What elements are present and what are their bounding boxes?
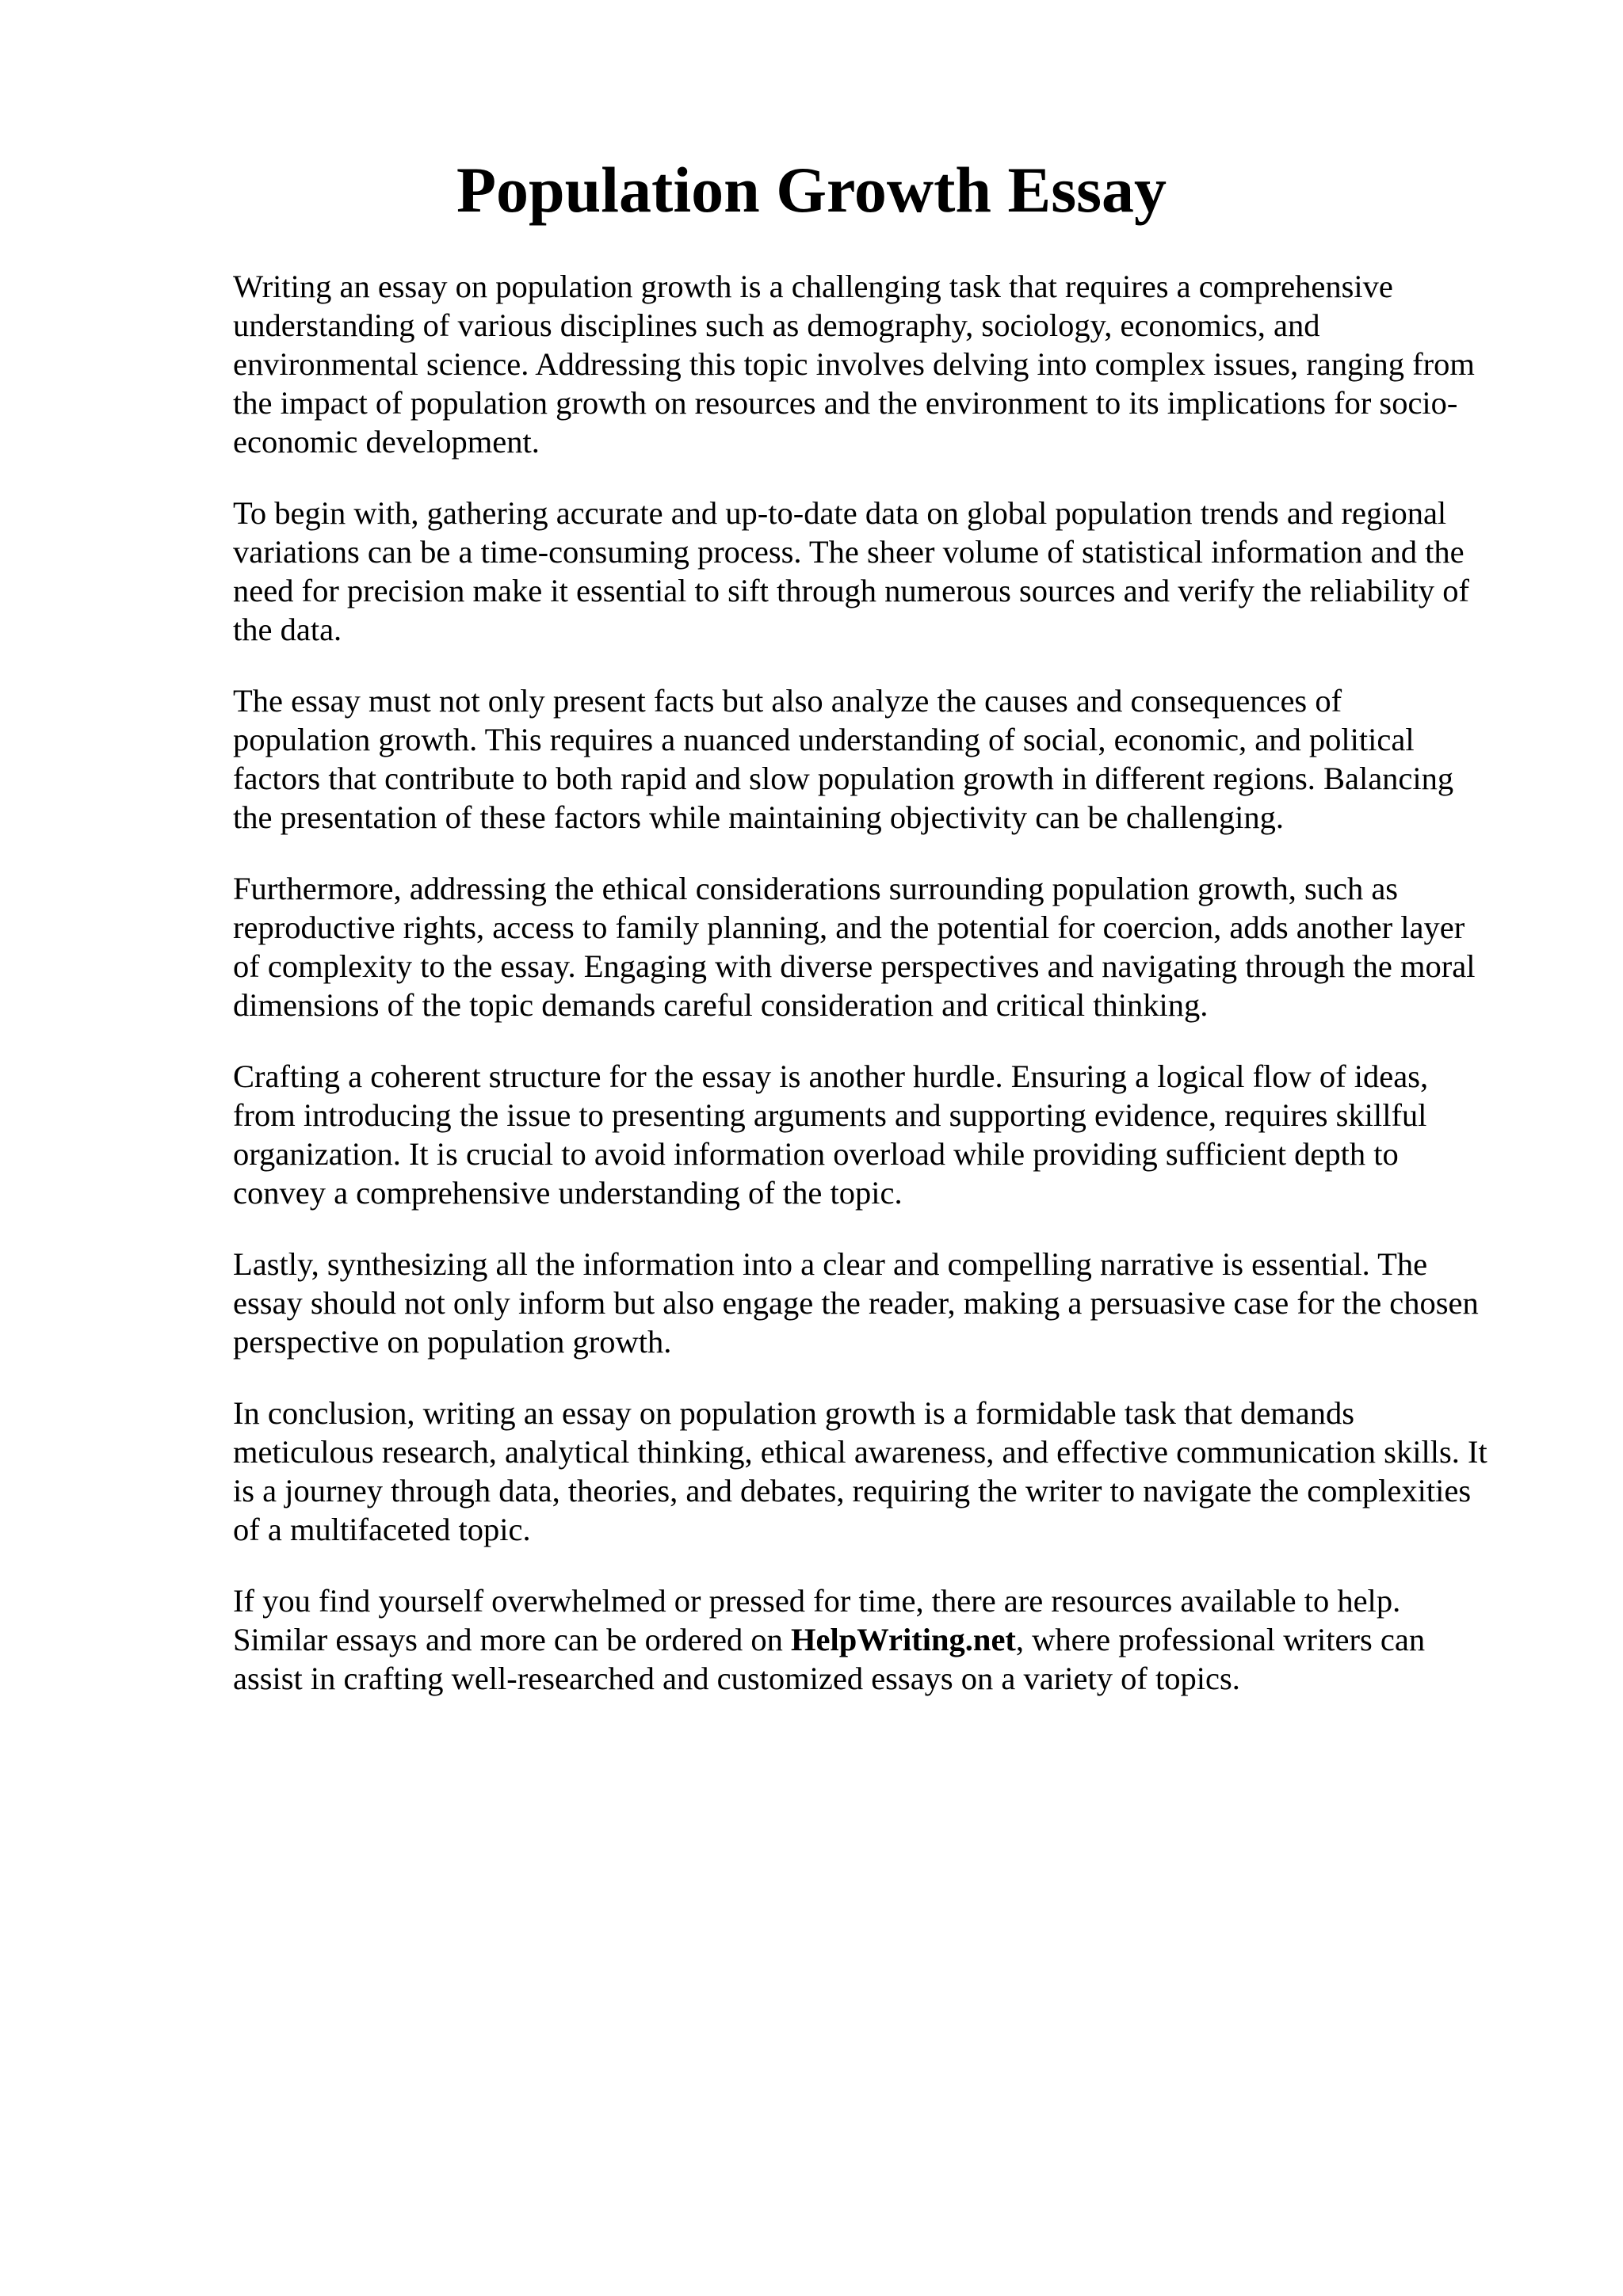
paragraph-line: economic development. [233, 424, 540, 460]
paragraph-line: essay should not only inform but also engage the reader, making a persuasive case for the chosen [233, 1285, 1479, 1321]
paragraph-line: Furthermore, addressing the ethical considerations surrounding population growth, such as [233, 871, 1399, 906]
paragraph-line: assist in crafting well-researched and customized essays on a variety of topics. [233, 1661, 1240, 1696]
paragraph-line: organization. It is crucial to avoid information overload while providing sufficient depth to [233, 1136, 1399, 1172]
paragraph-5 [233, 1057, 1533, 1212]
helpwriting-link[interactable]: HelpWriting.net [791, 1622, 1016, 1657]
paragraph-1 [233, 267, 1533, 461]
paragraph-3 [233, 681, 1533, 837]
closing-paragraph [233, 1581, 1533, 1698]
paragraph-line: need for precision make it essential to sift through numerous sources and verify the reliability of [233, 573, 1469, 608]
paragraph-line: is a journey through data, theories, and debates, requiring the writer to navigate the complexities [233, 1473, 1472, 1508]
paragraph-line: from introducing the issue to presenting arguments and supporting evidence, requires skillful [233, 1097, 1427, 1133]
paragraph-line: variations can be a time-consuming process. The sheer volume of statistical information and the [233, 534, 1465, 570]
paragraph-line: understanding of various disciplines such as demography, sociology, economics, and [233, 307, 1320, 343]
essay-body [233, 267, 1533, 1730]
paragraph-line: reproductive rights, access to family planning, and the potential for coercion, adds another layer [233, 910, 1465, 945]
paragraph-line: Lastly, synthesizing all the information into a clear and compelling narrative is essential. The [233, 1246, 1428, 1282]
paragraph-line: convey a comprehensive understanding of the topic. [233, 1175, 903, 1211]
paragraph-line: In conclusion, writing an essay on population growth is a formidable task that demands [233, 1395, 1354, 1431]
paragraph-line: The essay must not only present facts but also analyze the causes and consequences of [233, 683, 1342, 719]
paragraph-line: the data. [233, 612, 342, 647]
paragraph-line: To begin with, gathering accurate and up-to-date data on global population trends and regional [233, 495, 1447, 531]
paragraph-line: perspective on population growth. [233, 1324, 672, 1360]
page-title: Population Growth Essay [456, 154, 1167, 226]
closing-text-after-link: , where professional writers can [1015, 1622, 1426, 1657]
paragraph-line: the presentation of these factors while maintaining objectivity can be challenging. [233, 799, 1284, 835]
paragraph-line: dimensions of the topic demands careful consideration and critical thinking. [233, 987, 1209, 1023]
paragraph-line: factors that contribute to both rapid and slow population growth in different regions. Balancing [233, 761, 1454, 796]
paragraph-line: Crafting a coherent structure for the essay is another hurdle. Ensuring a logical flow of ideas, [233, 1058, 1429, 1094]
paragraph-line: of complexity to the essay. Engaging with diverse perspectives and navigating through the moral [233, 948, 1476, 984]
paragraph-2 [233, 494, 1533, 649]
paragraph-line: Writing an essay on population growth is a challenging task that requires a comprehensive [233, 269, 1393, 304]
closing-text-before-link: Similar essays and more can be ordered on [233, 1622, 792, 1657]
paragraph-line: environmental science. Addressing this topic involves delving into complex issues, ranging from [233, 346, 1475, 382]
paragraph-line: meticulous research, analytical thinking, ethical awareness, and effective communication skills. It [233, 1434, 1487, 1470]
paragraph-line: population growth. This requires a nuanced understanding of social, economic, and political [233, 722, 1415, 757]
paragraph-6 [233, 1245, 1533, 1361]
paragraph-7 [233, 1394, 1533, 1549]
paragraph-line: If you find yourself overwhelmed or pressed for time, there are resources available to help. [233, 1583, 1401, 1619]
paragraph-4 [233, 869, 1533, 1024]
paragraph-line [233, 1620, 1533, 1659]
paragraph-line: the impact of population growth on resources and the environment to its implications for socio- [233, 385, 1458, 421]
paragraph-line: of a multifaceted topic. [233, 1512, 531, 1547]
